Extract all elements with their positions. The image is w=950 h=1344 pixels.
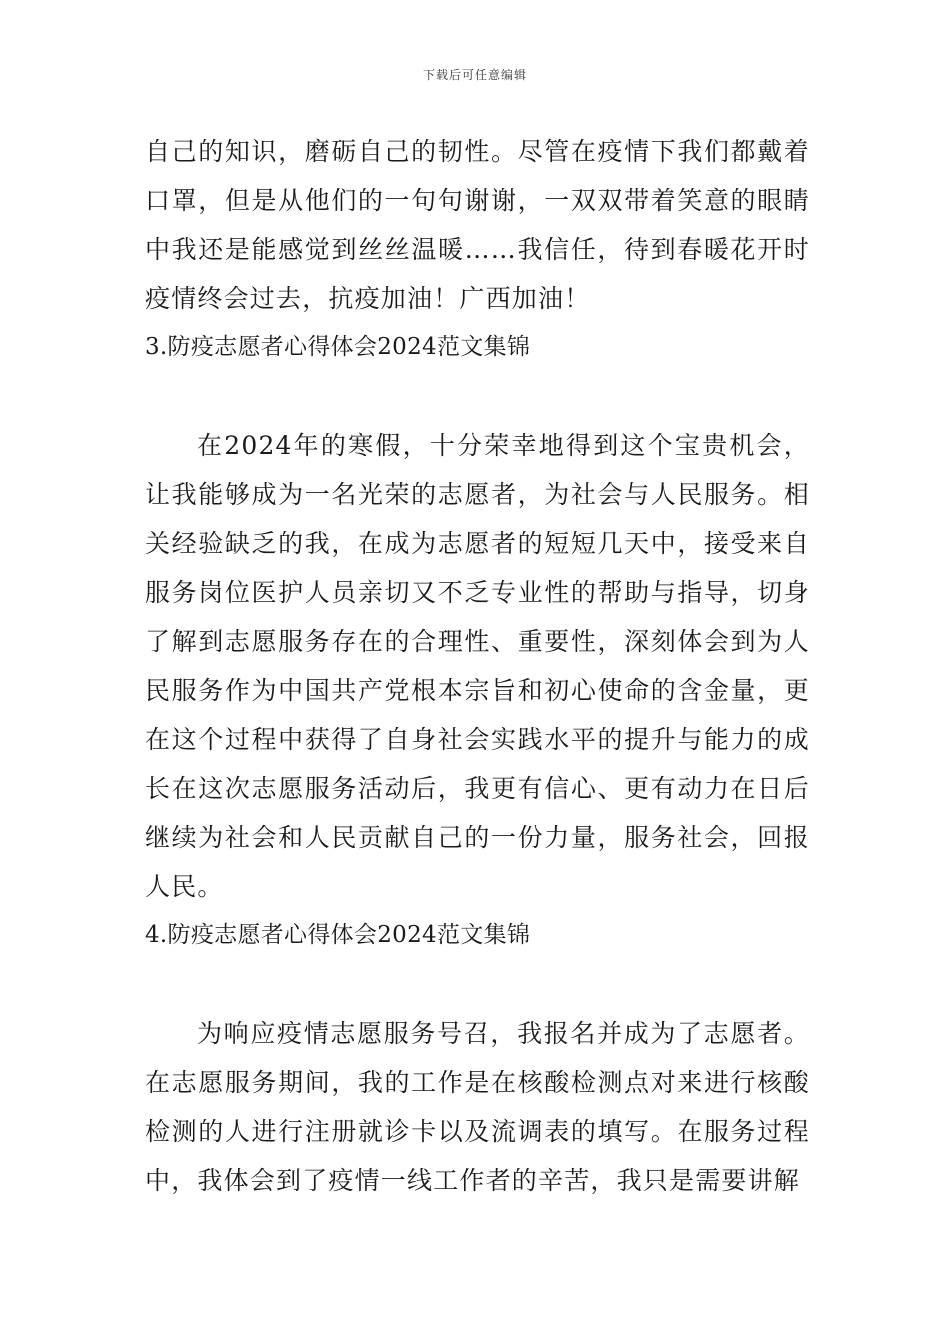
paragraph-continued: 自己的知识，磨砺自己的韧性。尽管在疫情下我们都戴着口罩，但是从他们的一句句谢谢，一双双带着笑意的眼睛中我还是能感觉到丝丝温暖……我信任，待到春暖花开时疫情终会过去，抗疫加油！广西加油！ [145,137,810,313]
paragraph-section-3: 在2024年的寒假，十分荣幸地得到这个宝贵机会，让我能够成为一名光荣的志愿者，为社会与人民服务。相关经验缺乏的我，在成为志愿者的短短几天中，接受来自服务岗位医护人员亲切又不乏专业性的帮助与指导，切身了解到志愿服务存在的合理性、重要性，深刻体会到为人民服务作为中国共产党根本宗旨和初心使命的含金量，更在这个过程中获得了自身社会实践水平的提升与能力的成长在这次志愿服务活动后，我更有信心、更有动力在日后继续为社会和人民贡献自己的一份力量，服务社会，回报人民。 [145,431,810,901]
paragraph-section-4: 为响应疫情志愿服务号召，我报名并成为了志愿者。在志愿服务期间，我的工作是在核酸检测点对来进行核酸检测的人进行注册就诊卡以及流调表的填写。在服务过程中，我体会到了疫情一线工作者的辛苦，我只是需要讲解 [145,1019,810,1195]
document-body [145,127,810,1205]
section-heading-3: 3.防疫志愿者心得体会2024范文集锦 [145,334,531,360]
header-note: 下载后可任意编辑 [422,68,527,82]
blank-line [145,372,810,421]
section-heading-4: 4.防疫志愿者心得体会2024范文集锦 [145,922,531,948]
blank-line [145,960,810,1009]
